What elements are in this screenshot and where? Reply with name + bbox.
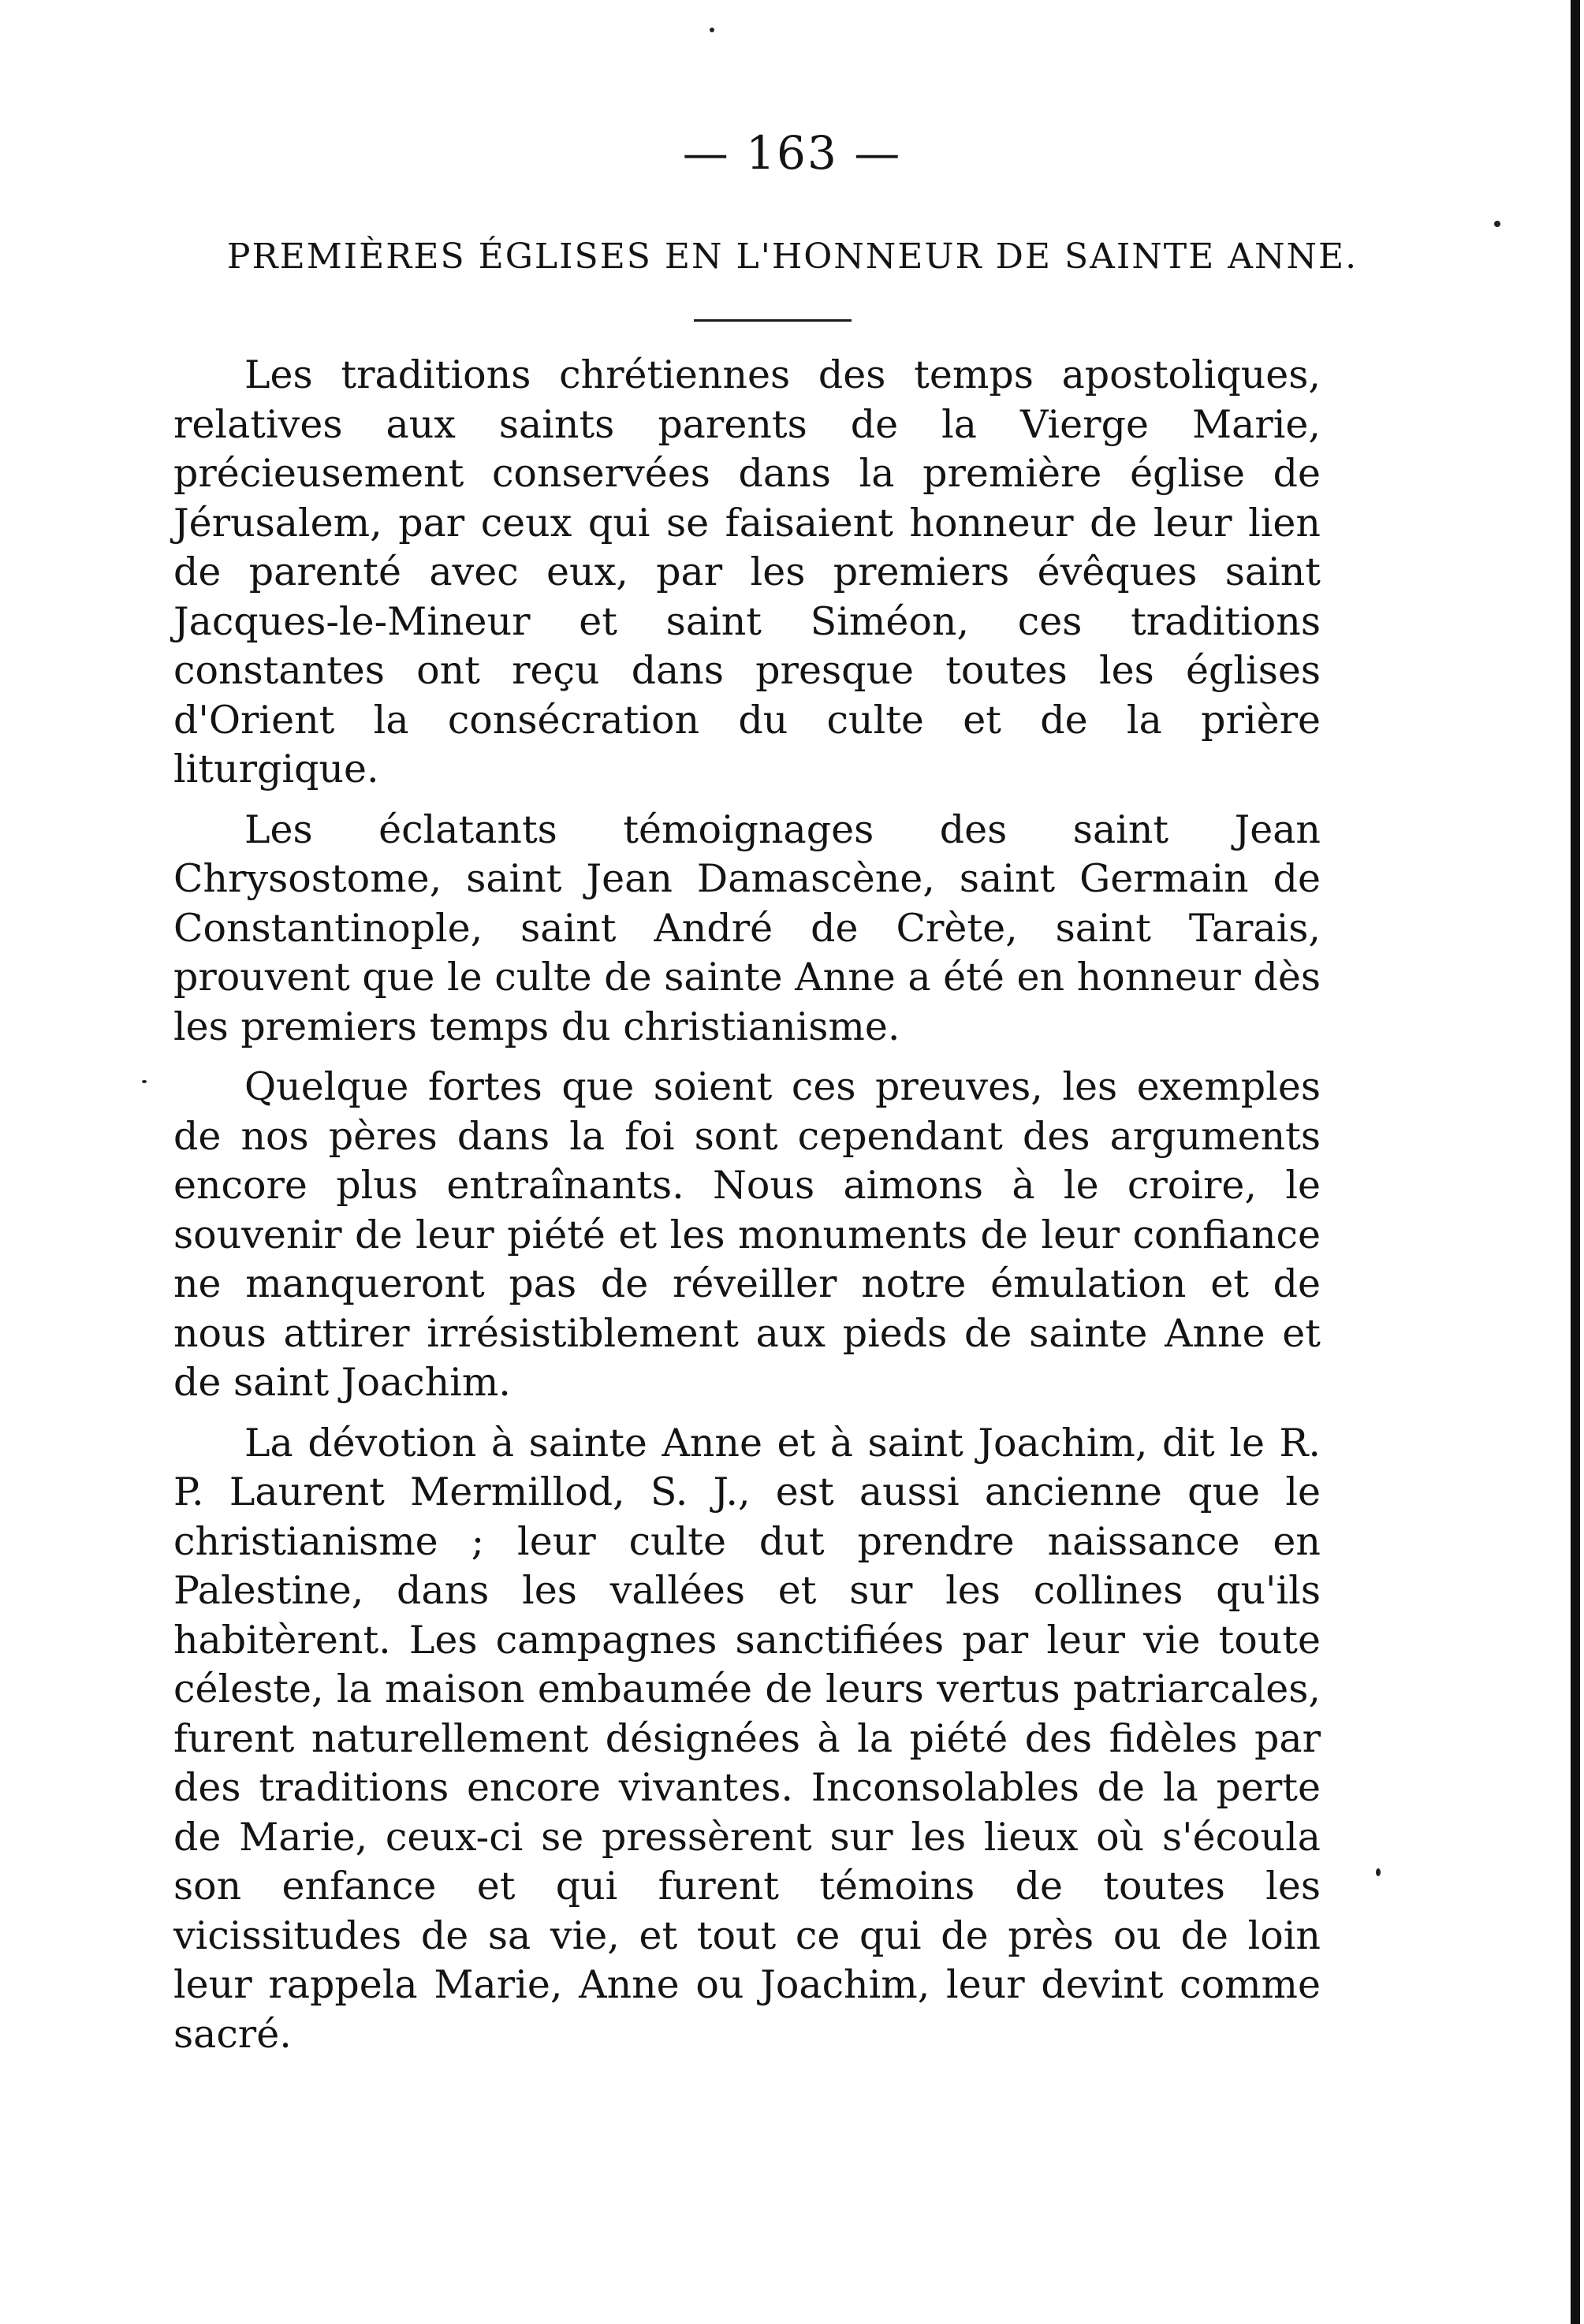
paragraph-1: Les traditions chrétiennes des temps apostoliques, relatives aux saints parents de la Vierge Marie, précieusement conservées dans la première église de Jérusalem, par ceux qui se faisaient honneur de leur lien de parenté avec eux, par les premiers évêques saint Jacques-le-Mineur et saint Siméon, ces traditions constantes ont reçu dans presque toutes les églises d'Orient la consécration du culte et de la prière liturgique.	[173, 352, 1321, 791]
paragraph-4: La dévotion à sainte Anne et à saint Joachim, dit le R. P. Laurent Mermillod, S. J., est aussi ancienne que le christianisme ; leur culte dut prendre naissance en Palestine, dans les vallées et sur les collines qu'ils habitèrent. Les campagnes sanctifiées par leur vie toute céleste, la maison embaumée de leurs vertus patriarcales, furent naturellement désignées à la piété des fidèles par des traditions encore vivantes. Inconsolables de la perte de Marie, ceux-ci se pressèrent sur les lieux où s'écoula son enfance et qui furent témoins de toutes les vicissitudes de sa vie, et tout ce qui de près ou de loin leur rappela Marie, Anne ou Joachim, leur devint comme sacré.	[173, 1420, 1321, 2057]
body-text	[173, 351, 1321, 2070]
scan-speck	[710, 28, 714, 32]
paragraph-3: Quelque fortes que soient ces preuves, les exemples de nos pères dans la foi sont cependant des arguments encore plus entraînants. Nous aimons à le croire, le souvenir de leur piété et les monuments de leur confiance ne manqueront pas de réveiller notre émulation et de nous attirer irrésistiblement aux pieds de sainte Anne et de saint Joachim.	[173, 1064, 1321, 1405]
chapter-heading: PREMIÈRES ÉGLISES EN L'HONNEUR DE SAINTE ANNE.	[226, 236, 1359, 277]
paragraph-2: Les éclatants témoignages des saint Jean Chrysostome, saint Jean Damascène, saint Germain de Constantinople, saint André de Crète, saint Tarais, prouvent que le culte de sainte Anne a été en honneur dès les premiers temps du christianisme.	[173, 806, 1321, 1049]
scan-speck	[142, 1080, 147, 1083]
scan-edge-shadow	[1571, 0, 1580, 2324]
heading-rule	[694, 319, 852, 322]
scan-speck	[1376, 1868, 1381, 1876]
page-number: — 163 —	[682, 126, 902, 180]
scan-speck	[1494, 221, 1500, 227]
